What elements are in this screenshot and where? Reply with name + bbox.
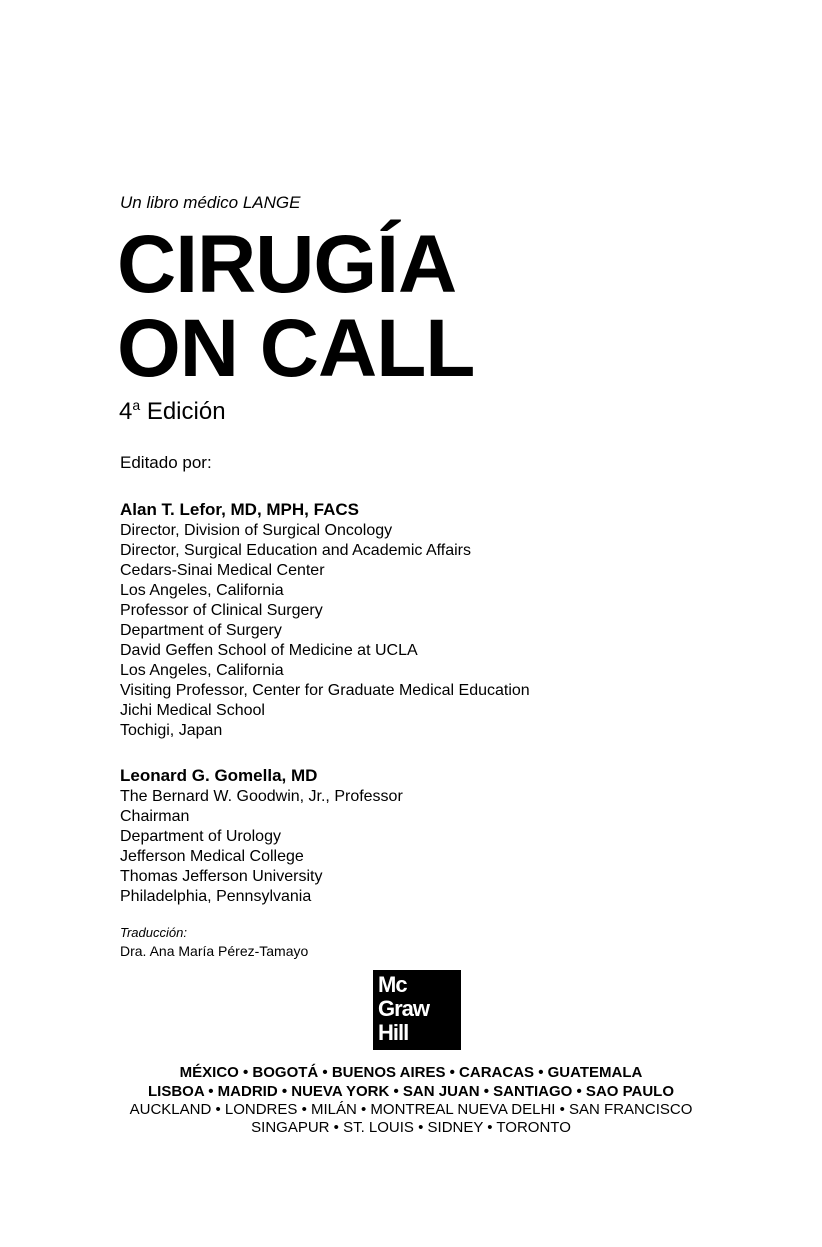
affiliation-line: Visiting Professor, Center for Graduate Medical Education [120,682,530,699]
translation-label: Traducción: [120,925,187,940]
city-list-line-3: AUCKLAND • LONDRES • MILÁN • MONTREAL NUEVA DELHI • SAN FRANCISCO [129,1101,693,1118]
affiliation-line: Los Angeles, California [120,582,284,599]
affiliation-line: Philadelphia, Pennsylvania [120,888,312,905]
affiliation-line: Department of Surgery [120,622,282,639]
book-title-line1: CIRUGÍA [117,219,457,310]
edition-number: 4 [119,398,133,425]
affiliation-line: Department of Urology [120,828,281,845]
edition-word: Edición [146,398,226,425]
edition-superscript: a [132,397,141,413]
affiliation-line: Jichi Medical School [120,702,265,719]
city-list-line-1: MÉXICO • BOGOTÁ • BUENOS AIRES • CARACAS • GUATEMALA [179,1064,643,1081]
affiliation-line: Director, Surgical Education and Academic Affairs [120,542,471,559]
affiliation-line: Jefferson Medical College [120,848,304,865]
edition [119,397,226,426]
affiliation-line: Los Angeles, California [120,662,284,679]
logo-line: Graw [378,996,430,1021]
affiliation-line: Director, Division of Surgical Oncology [120,522,393,539]
author-name-2: Leonard G. Gomella, MD [120,766,318,785]
logo-line: Mc [378,972,407,997]
affiliation-line: Professor of Clinical Surgery [120,602,323,619]
author-name-1: Alan T. Lefor, MD, MPH, FACS [120,500,359,519]
affiliation-line: The Bernard W. Goodwin, Jr., Professor [120,788,403,805]
book-title-line2: ON CALL [117,303,475,394]
affiliation-line: Chairman [120,808,190,825]
edited-by-label: Editado por: [120,453,212,472]
affiliation-line: Tochigi, Japan [120,722,223,739]
logo-line: Hill [378,1020,409,1045]
author-affiliations-2 [120,787,403,907]
city-list-line-4: SINGAPUR • ST. LOUIS • SIDNEY • TORONTO [251,1119,571,1136]
affiliation-line: David Geffen School of Medicine at UCLA [120,642,418,659]
city-list-line-2: LISBOA • MADRID • NUEVA YORK • SAN JUAN • SANTIAGO • SAO PAULO [147,1083,674,1100]
author-affiliations-1 [120,521,530,741]
translator-name: Dra. Ana María Pérez-Tamayo [120,943,309,959]
affiliation-line: Cedars-Sinai Medical Center [120,562,325,579]
affiliation-line: Thomas Jefferson University [120,868,323,885]
publisher-logo [373,970,461,1050]
series-label: Un libro médico LANGE [120,193,301,212]
